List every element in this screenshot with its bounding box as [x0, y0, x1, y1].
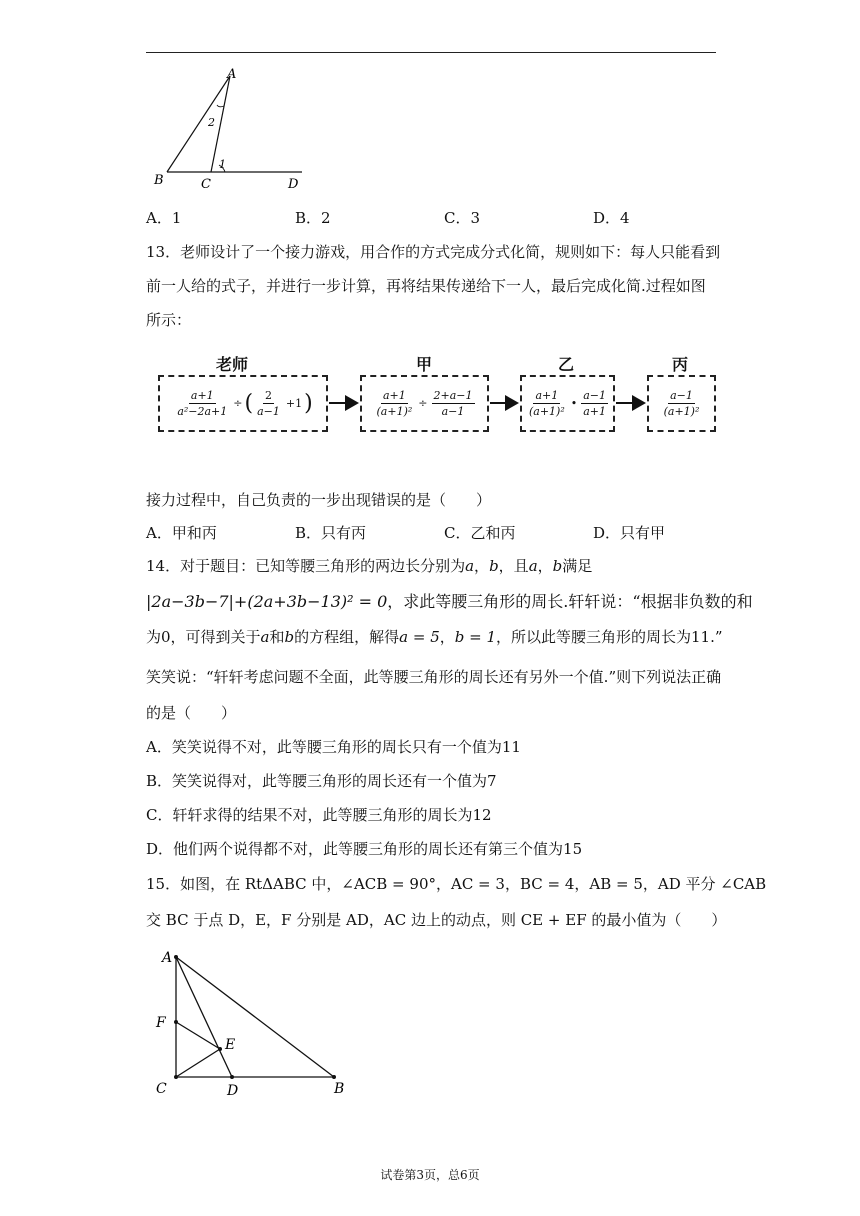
q12-option-a[interactable]: A．1	[146, 209, 182, 227]
label-b: B	[154, 173, 164, 188]
q15-text-line1: 15．如图，在 RtΔABC 中，∠ACB = 90°，AC = 3，BC = 4，AB = 5，AD 平分 ∠CAB	[146, 875, 767, 893]
label-d: D	[288, 177, 299, 192]
q13-question: 接力过程中，自己负责的一步出现错误的是（ ）	[146, 491, 492, 509]
label-teacher: 老师	[216, 357, 249, 374]
q14-equation: |2a−3b−7|+(2a+3b−13)² = 0	[146, 592, 388, 611]
label-e: E	[225, 1037, 236, 1053]
teacher-expression-box: $\frac{a+1}{\text{a²−2a+1}}$ ÷ ( $\frac{2}{a-1}$ +1 )	[158, 375, 328, 432]
q15-text-line2: 交 BC 于点 D，E，F 分别是 AD，AC 边上的动点，则 CE + EF 的最小值为（ ）	[146, 911, 727, 929]
q14-option-d[interactable]: D．他们两个说得都不对，此等腰三角形的周长还有第三个值为15	[146, 840, 583, 858]
q13-option-d[interactable]: D．只有甲	[593, 524, 666, 542]
q12-option-b[interactable]: B．2	[295, 209, 331, 227]
q13-option-a[interactable]: A．甲和丙	[146, 524, 217, 542]
q14-option-a[interactable]: A．笑笑说得不对，此等腰三角形的周长只有一个值为11	[146, 738, 521, 756]
q14-text-line1: 14．对于题目：已知等腰三角形的两边长分别为a，b，且a，b满足	[146, 557, 593, 575]
q14-option-c[interactable]: C．轩轩求得的结果不对，此等腰三角形的周长为12	[146, 806, 492, 824]
label-yi: 乙	[558, 357, 575, 374]
yi-expression-box: $\frac{a+1}{\text{(a+1)²}}$ • $\frac{a-1}{a+1}$	[520, 375, 615, 432]
label-jia: 甲	[416, 357, 433, 374]
q14-text-line4: 笑笑说：“轩轩考虑问题不全面，此等腰三角形的周长还有另外一个值.”则下列说法正确	[146, 668, 722, 686]
line-ce	[176, 1049, 220, 1077]
label-a: A	[227, 67, 237, 82]
q12-option-d[interactable]: D．4	[593, 209, 630, 227]
q13-option-c[interactable]: C．乙和丙	[444, 524, 516, 542]
q14-text-line5: 的是（ ）	[146, 704, 237, 722]
relay-arrows	[0, 0, 860, 440]
line-fe	[176, 1022, 220, 1049]
label-d: D	[227, 1083, 239, 1099]
q13-option-b[interactable]: B．只有丙	[295, 524, 367, 542]
q13-text-line2: 前一人给的式子，并进行一步计算，再将结果传递给下一人，最后完成化简.过程如图	[146, 277, 706, 295]
q14-text-line2: |2a−3b−7|+(2a+3b−13)² = 0，求此等腰三角形的周长.轩轩说：“根据非负数的和	[146, 592, 753, 611]
label-c: C	[201, 177, 211, 192]
label-c: C	[156, 1081, 167, 1097]
label-angle-1: 1	[219, 158, 226, 171]
page-footer: 试卷第3页，总6页	[380, 1168, 480, 1182]
label-angle-2: 2	[208, 116, 215, 129]
bing-expression-box: $\frac{a-1}{\text{(a+1)²}}$	[647, 375, 716, 432]
label-b: B	[334, 1081, 345, 1097]
label-a: A	[162, 950, 173, 966]
label-bing: 丙	[672, 357, 689, 374]
figure-triangle-diagram	[150, 945, 360, 1100]
q13-text-line1: 13．老师设计了一个接力游戏，用合作的方式完成分式化简，规则如下：每人只能看到	[146, 243, 721, 261]
q14-option-b[interactable]: B．笑笑说得对，此等腰三角形的周长还有一个值为7	[146, 772, 497, 790]
line-ab	[176, 957, 334, 1077]
label-f: F	[156, 1015, 166, 1031]
q14-text-line3: 为0，可得到关于a和b的方程组，解得a = 5，b = 1，所以此等腰三角形的周长为11.”	[146, 628, 723, 646]
jia-expression-box: $\frac{a+1}{\text{(a+1)²}}$ ÷ $\frac{2+a-1}{a-1}$	[360, 375, 489, 432]
q12-option-c[interactable]: C．3	[444, 209, 481, 227]
q13-text-line3: 所示：	[146, 311, 192, 329]
